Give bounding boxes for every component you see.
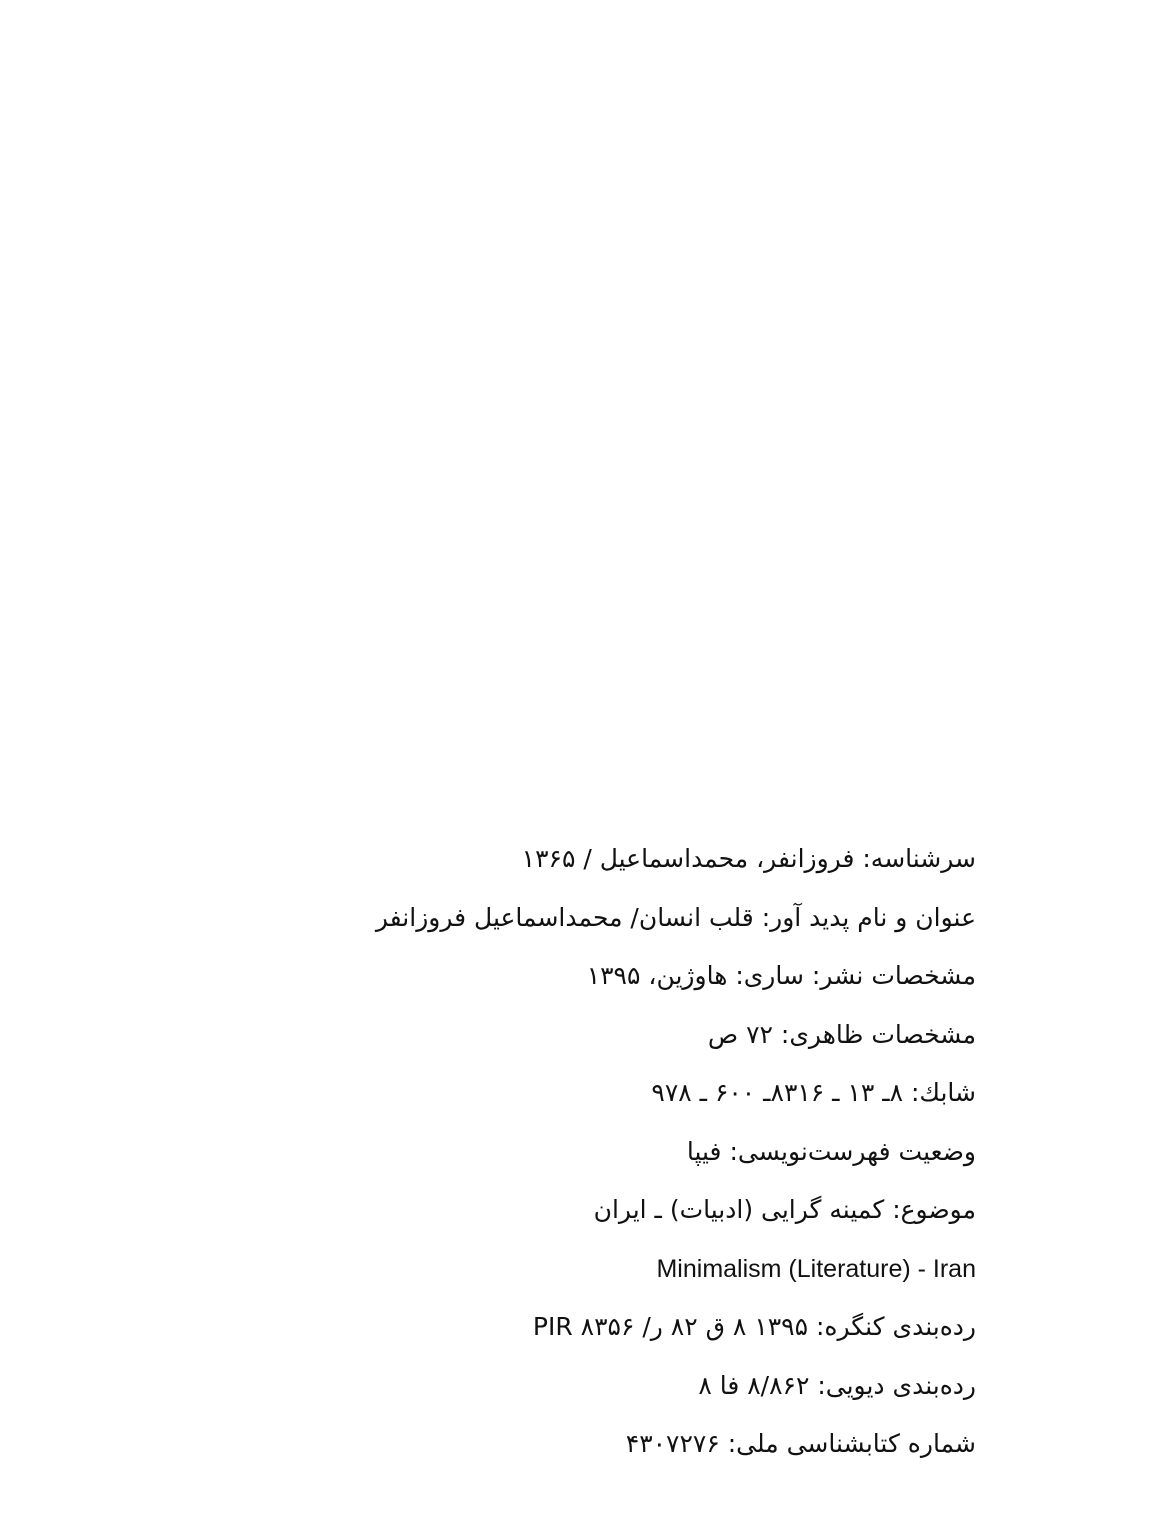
subject-english-line: Minimalism (Literature) - Iran (656, 1254, 976, 1283)
physical-description-value: ۷۲ ص (707, 1019, 773, 1049)
subject-value: کمینه گرایی (ادبیات) ـ ایران (593, 1195, 885, 1224)
publication-value: ساری: هاوژین، ۱۳۹۵ (586, 961, 804, 990)
isbn-line (176, 1064, 976, 1123)
national-bibliography-number-value: ۴۳۰۷۲۷۶ (625, 1429, 720, 1458)
main-entry-line (176, 830, 976, 889)
title-line (176, 889, 976, 948)
title-value: قلب انسان/ محمداسماعیل فروزانفر (375, 902, 754, 932)
cataloging-in-publication-block (176, 830, 976, 1474)
subject-line (176, 1181, 976, 1240)
isbn-value: ۸ـ ۱۳ ـ ۸۳۱۶ـ ۶۰۰ ـ ۹۷۸ (651, 1078, 904, 1107)
main-entry-label: سرشناسه: (862, 844, 976, 873)
dewey-classification-value: ۸/۸۶۲ فا ۸ (698, 1370, 810, 1400)
national-bibliography-number-label: شماره کتابشناسی ملی: (727, 1429, 976, 1458)
physical-description-line (176, 1006, 976, 1065)
cataloging-status-value: فیپا (686, 1136, 722, 1166)
title-label: عنوان و نام پدید آور: (761, 902, 976, 932)
publication-line (176, 947, 976, 1006)
cataloging-status-label: وضعیت فهرست‌نویسی: (729, 1136, 976, 1166)
lc-classification-label: رده‌بندی کنگره: (815, 1312, 976, 1341)
dewey-classification-line (176, 1357, 976, 1416)
subject-label: موضوع: (892, 1195, 976, 1224)
dewey-classification-label: رده‌بندی دیویی: (817, 1370, 976, 1400)
isbn-label: شابك: (910, 1078, 976, 1107)
physical-description-label: مشخصات ظاهری: (780, 1019, 976, 1049)
national-bibliography-number-line (176, 1415, 976, 1474)
publication-label: مشخصات نشر: (811, 961, 976, 990)
cataloging-status-line (176, 1123, 976, 1182)
main-entry-value: فروزانفر، محمداسماعیل / ۱۳۶۵ (521, 844, 855, 873)
lc-classification-line (176, 1298, 976, 1357)
lc-classification-value: ۱۳۹۵ ۸ ق ۸۲ ر/ ۸۳۵۶ PIR (532, 1312, 809, 1341)
